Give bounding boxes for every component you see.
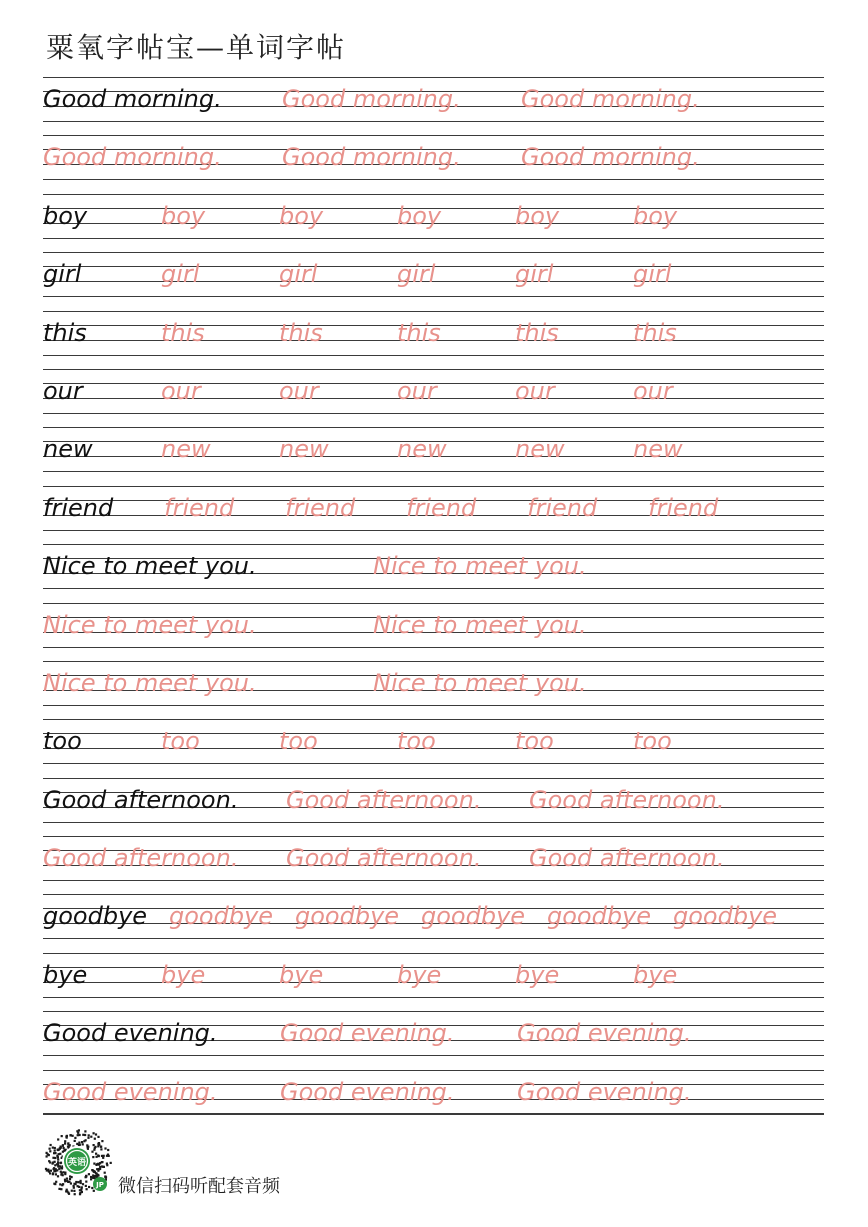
ruling-line (43, 544, 824, 545)
trace-word: our (633, 376, 673, 405)
trace-word: friend (164, 493, 235, 522)
trace-word: this (515, 318, 559, 347)
trace-word: girl (279, 260, 318, 289)
trace-word: our (397, 376, 437, 405)
model-word: Good evening. (43, 1019, 218, 1048)
trace-word: bye (633, 960, 678, 989)
ruling-line (43, 880, 824, 881)
trace-word: this (397, 318, 441, 347)
trace-word: Nice to meet you. (373, 552, 587, 581)
trace-word: goodbye (421, 902, 526, 931)
trace-word: Good afternoon. (286, 844, 482, 873)
trace-word: Nice to meet you. (43, 668, 257, 697)
ruling-line (43, 369, 824, 370)
trace-word: too (397, 727, 436, 756)
model-word: Good morning. (43, 85, 222, 113)
trace-word: Good morning. (282, 143, 461, 172)
page-title: 粟氧字帖宝—单词字帖 (46, 31, 347, 64)
ruling-line (43, 647, 824, 648)
trace-word: too (279, 727, 318, 756)
svg-text:英语: 英语 (67, 1158, 87, 1168)
trace-word: boy (279, 201, 324, 230)
svg-text:JP: JP (96, 1181, 104, 1189)
ruling-line (43, 311, 824, 312)
ruling-line (43, 894, 824, 895)
trace-word: Good morning. (521, 143, 700, 172)
model-word: boy (43, 201, 88, 230)
ruling-line (43, 661, 824, 662)
ruling-line (43, 355, 824, 356)
trace-word: Good afternoon. (529, 844, 725, 873)
practice-row (43, 194, 824, 252)
ruling-line (43, 705, 824, 706)
qr-code-icon[interactable] (42, 1126, 112, 1196)
practice-row (43, 1070, 824, 1128)
trace-word: our (279, 376, 319, 405)
ruling-line (43, 763, 824, 764)
practice-row (43, 486, 824, 544)
model-word: friend (43, 493, 114, 522)
trace-word: bye (161, 960, 206, 989)
trace-word: too (515, 727, 554, 756)
ruling-line (43, 427, 824, 428)
trace-word: friend (527, 493, 598, 522)
practice-row (43, 661, 824, 719)
trace-word: Good evening. (280, 1019, 455, 1048)
practice-row (43, 544, 824, 602)
practice-row (43, 719, 824, 777)
practice-row (43, 953, 824, 1011)
trace-word: Good evening. (280, 1077, 455, 1106)
trace-word: new (633, 435, 683, 464)
practice-row (43, 836, 824, 894)
model-word: bye (43, 960, 88, 989)
model-word: this (43, 318, 87, 347)
ruling-line (43, 121, 824, 122)
trace-word: our (515, 376, 555, 405)
trace-word: goodbye (169, 902, 274, 931)
trace-word: our (161, 376, 201, 405)
ruling-line (43, 588, 824, 589)
trace-word: bye (279, 960, 324, 989)
trace-word: friend (648, 493, 719, 522)
practice-row (43, 603, 824, 661)
trace-word: this (279, 318, 323, 347)
ruling-line (43, 530, 824, 531)
trace-word: goodbye (295, 902, 400, 931)
ruling-line (43, 1011, 824, 1012)
trace-word: new (397, 435, 447, 464)
practice-row (43, 252, 824, 310)
practice-row (43, 135, 824, 193)
trace-word: too (161, 727, 200, 756)
ruling-line (43, 194, 824, 195)
ruling-line (43, 471, 824, 472)
practice-row (43, 311, 824, 369)
trace-word: boy (633, 201, 678, 230)
ruling-line (43, 252, 824, 253)
trace-word: goodbye (547, 902, 652, 931)
ruling-line (43, 997, 824, 998)
model-word: goodbye (43, 902, 148, 931)
trace-word: Good evening. (43, 1077, 218, 1106)
model-word: our (43, 376, 83, 405)
ruling-line (43, 822, 824, 823)
copybook-sheet (43, 77, 824, 1128)
trace-word: Good afternoon. (286, 785, 482, 814)
practice-row (43, 1011, 824, 1069)
trace-word: girl (161, 260, 200, 289)
ruling-line (43, 413, 824, 414)
model-word: too (43, 727, 82, 756)
trace-word: boy (515, 201, 560, 230)
model-word: new (43, 435, 93, 464)
trace-word: Good evening. (517, 1077, 692, 1106)
trace-word: bye (515, 960, 560, 989)
trace-word: too (633, 727, 672, 756)
ruling-line (43, 1070, 824, 1071)
practice-row (43, 427, 824, 485)
model-word: Good afternoon. (43, 785, 239, 814)
ruling-line (43, 836, 824, 837)
trace-word: new (515, 435, 565, 464)
ruling-line (43, 1113, 824, 1114)
footer (42, 1126, 442, 1198)
trace-word: new (161, 435, 211, 464)
trace-word: friend (285, 493, 356, 522)
trace-word: Good afternoon. (529, 785, 725, 814)
trace-word: girl (397, 260, 436, 289)
trace-word: boy (397, 201, 442, 230)
practice-row (43, 778, 824, 836)
ruling-line (43, 953, 824, 954)
ruling-line (43, 179, 824, 180)
ruling-line (43, 238, 824, 239)
trace-word: Nice to meet you. (373, 668, 587, 697)
trace-word: girl (633, 260, 672, 289)
trace-word: this (633, 318, 677, 347)
practice-row (43, 369, 824, 427)
ruling-line (43, 135, 824, 136)
ruling-line (43, 77, 824, 78)
ruling-line (43, 603, 824, 604)
model-word: girl (43, 260, 82, 289)
trace-word: Good morning. (43, 143, 222, 172)
trace-word: this (161, 318, 205, 347)
trace-word: Good afternoon. (43, 844, 239, 873)
ruling-line (43, 1055, 824, 1056)
trace-word: Good evening. (517, 1019, 692, 1048)
trace-word: Nice to meet you. (43, 610, 257, 639)
trace-word: goodbye (673, 902, 778, 931)
ruling-line (43, 938, 824, 939)
practice-row (43, 77, 824, 135)
ruling-line (43, 719, 824, 720)
trace-word: boy (161, 201, 206, 230)
trace-word: Good morning. (521, 85, 700, 113)
trace-word: girl (515, 260, 554, 289)
ruling-line (43, 778, 824, 779)
model-word: Nice to meet you. (43, 552, 257, 581)
trace-word: Good morning. (282, 85, 461, 113)
trace-word: friend (406, 493, 477, 522)
trace-word: new (279, 435, 329, 464)
trace-word: bye (397, 960, 442, 989)
ruling-line (43, 296, 824, 297)
scan-hint: 微信扫码听配套音频 (118, 1176, 280, 1197)
practice-row (43, 894, 824, 952)
trace-word: Nice to meet you. (373, 610, 587, 639)
ruling-line (43, 486, 824, 487)
